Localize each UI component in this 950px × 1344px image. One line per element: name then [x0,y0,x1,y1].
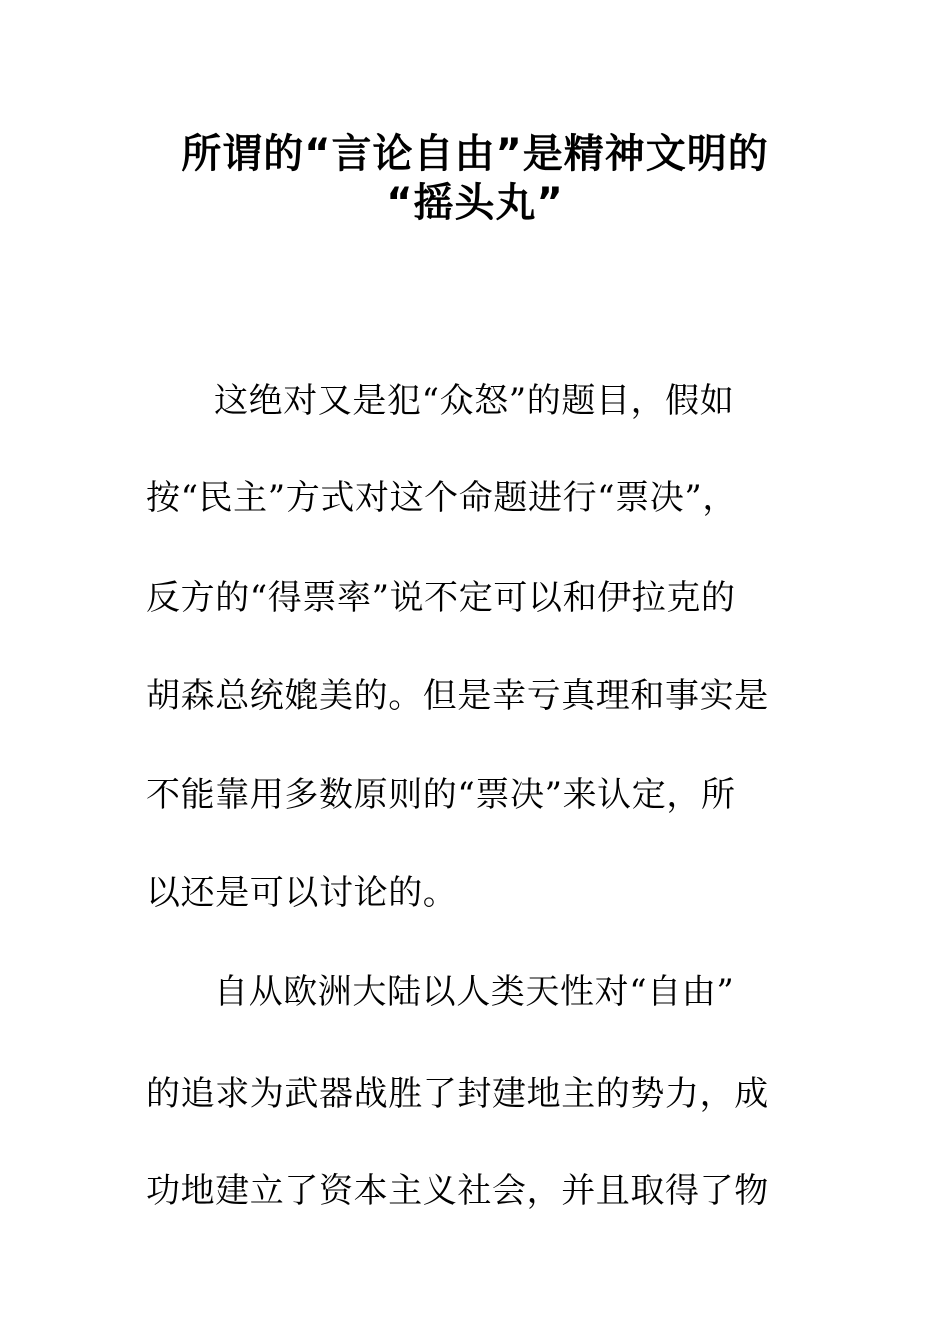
paragraph-2-line-1: 自从欧洲大陆以人类天性对“自由” [214,972,735,1012]
paragraph-1-line-4: 胡森总统媲美的。但是幸亏真理和事实是 [146,676,769,716]
paragraph-1-line-3: 反方的“得票率”说不定可以和伊拉克的 [146,578,736,618]
paragraph-1-line-5: 不能靠用多数原则的“票决”来认定，所 [146,775,736,815]
document-title-line-1: 所谓的“言论自由”是精神文明的 [181,131,769,177]
paragraph-1-line-6: 以还是可以讨论的。 [146,873,458,913]
paragraph-1-line-1: 这绝对又是犯“众怒”的题目，假如 [214,381,735,421]
paragraph-2-line-3: 功地建立了资本主义社会，并且取得了物 [146,1171,769,1211]
document-title-line-2: “摇头丸” [386,180,564,226]
paragraph-2-line-2: 的追求为武器战胜了封建地主的势力，成 [146,1074,769,1114]
paragraph-1-line-2: 按“民主”方式对这个命题进行“票决”， [146,478,737,518]
